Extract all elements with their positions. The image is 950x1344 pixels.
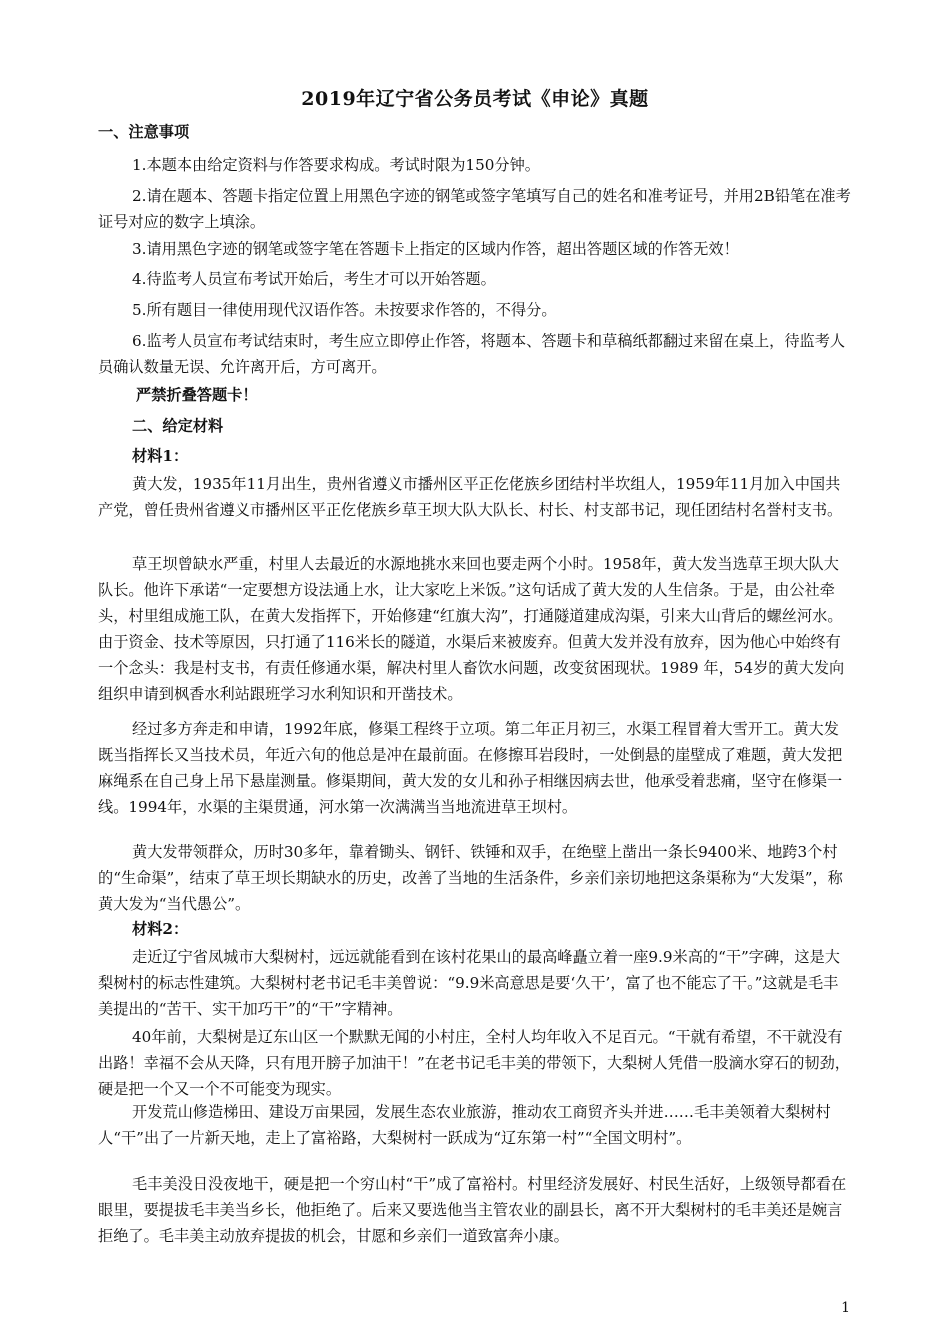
section1-heading: 一、注意事项: [98, 123, 190, 141]
page-title: 2019年辽宁省公务员考试《申论》真题: [301, 88, 649, 110]
notice-item-4: 4.待监考人员宣布考试开始后，考生才可以开始答题。: [132, 270, 496, 288]
material1-paragraph-2: 草王坝曾缺水严重，村里人去最近的水源地挑水来回也要走两个小时。1958年，黄大发当选草王坝大队大队长。他许下承诺“一定要想方设法通上水，让大家吃上米饭。”这句话成了黄大发的人生信条。于是，由公社牵头，村里组成施工队，在黄大发指挥下，开始修建“红旗大沟”，打通隧道建成沟渠，引来大山背后的螺丝河水。由于资金、技术等原因，只打通了116米长的隧道，水渠后来被废弃。但黄大发并没有放弃，因为他心中始终有一个念头：我是村支书，有责任修通水渠，解决村里人畜饮水问题，改变贫困现状。1989 年，54岁的黄大发向组织申请到枫香水利站跟班学习水利知识和开凿技术。: [98, 555, 845, 703]
material2-paragraph-1: 走近辽宁省凤城市大梨树村，远远就能看到在该村花果山的最高峰矗立着一座9.9米高的“干”字碑，这是大梨树村的标志性建筑。大梨树村老书记毛丰美曾说：“9.9米高意思是要‘久干’，富了也不能忘了干。”这就是毛丰美提出的“苦干、实干加巧干”的“干”字精神。: [98, 948, 840, 1018]
notice-item-1: 1.本题本由给定资料与作答要求构成。考试时限为150分钟。: [132, 156, 540, 174]
notice-item-3: 3.请用黑色字迹的钢笔或签字笔在答题卡上指定的区域内作答，超出答题区域的作答无效！: [132, 240, 739, 258]
warning-text: 严禁折叠答题卡！: [136, 386, 258, 404]
notice-item-5: 5.所有题目一律使用现代汉语作答。未按要求作答的，不得分。: [132, 301, 557, 319]
material1-paragraph-4: 黄大发带领群众，历时30多年，靠着锄头、钢钎、铁锤和双手，在绝壁上凿出一条长9400米、地跨3个村的“生命渠”，结束了草王坝长期缺水的历史，改善了当地的生活条件，乡亲们亲切地把这条渠称为“大发渠”，称黄大发为“当代愚公”。: [98, 843, 843, 913]
notice-item-2: 2.请在题本、答题卡指定位置上用黑色字迹的钢笔或签字笔填写自己的姓名和准考证号，并用2B铅笔在准考证号对应的数字上填涂。: [98, 187, 851, 231]
material1-paragraph-1: 黄大发，1935年11月出生，贵州省遵义市播州区平正仡佬族乡团结村半坎组人，1959年11月加入中国共产党，曾任贵州省遵义市播州区平正仡佬族乡草王坝大队大队长、村长、村支部书记，现任团结村名誉村支书。: [98, 475, 843, 519]
material2-label: 材料2：: [132, 920, 189, 938]
material1-label: 材料1：: [132, 447, 189, 465]
material2-paragraph-4: 毛丰美没日没夜地干，硬是把一个穷山村“干”成了富裕村。村里经济发展好、村民生活好，上级领导都看在眼里，要提拔毛丰美当乡长，他拒绝了。后来又要选他当主管农业的副县长，离不开大梨树村的毛丰美还是婉言拒绝了。毛丰美主动放弃提拔的机会，甘愿和乡亲们一道致富奔小康。: [98, 1175, 847, 1245]
notice-item-6: 6.监考人员宣布考试结束时，考生应立即停止作答，将题本、答题卡和草稿纸都翻过来留在桌上，待监考人员确认数量无误、允许离开后，方可离开。: [98, 332, 846, 376]
page-number: 1: [841, 1300, 850, 1316]
material2-paragraph-2: 40年前，大梨树是辽东山区一个默默无闻的小村庄，全村人均年收入不足百元。“干就有希望，不干就没有出路！幸福不会从天降，只有甩开膀子加油干！”在老书记毛丰美的带领下，大梨树人凭借一股滴水穿石的韧劲，硬是把一个又一个不可能变为现实。: [98, 1028, 850, 1098]
material2-paragraph-3: 开发荒山修造梯田、建设万亩果园，发展生态农业旅游，推动农工商贸齐头并进……毛丰美领着大梨树村人“干”出了一片新天地，走上了富裕路，大梨树村一跃成为“辽东第一村”“全国文明村”。: [98, 1103, 831, 1147]
material1-paragraph-3: 经过多方奔走和申请，1992年底，修渠工程终于立项。第二年正月初三，水渠工程冒着大雪开工。黄大发既当指挥长又当技术员，年近六旬的他总是冲在最前面。在修擦耳岩段时，一处倒悬的崖壁成了难题，黄大发把麻绳系在自己身上吊下悬崖测量。修渠期间，黄大发的女儿和孙子相继因病去世，他承受着悲痛，坚守在修渠一线。1994年，水渠的主渠贯通，河水第一次满满当当地流进草王坝村。: [98, 720, 843, 816]
section2-heading: 二、给定材料: [132, 417, 224, 435]
